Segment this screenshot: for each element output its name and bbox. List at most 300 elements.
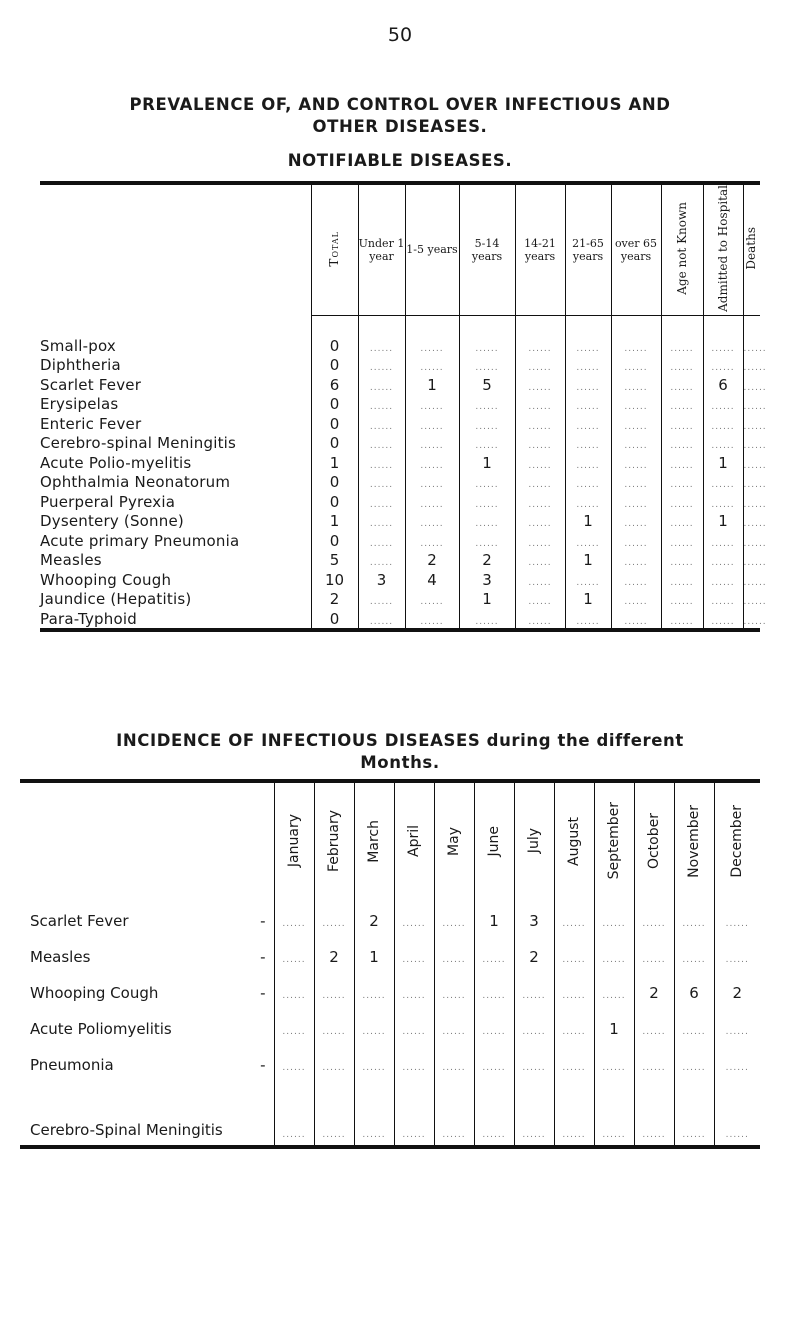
empty-dots: ...... — [670, 460, 694, 471]
cell-october — [634, 939, 674, 975]
cell-march: 1 — [354, 939, 394, 975]
empty-dots: ...... — [420, 460, 444, 471]
cell-january — [274, 1047, 314, 1083]
empty-dots: ...... — [369, 441, 394, 452]
empty-dots: ...... — [528, 538, 552, 549]
cell-august — [554, 975, 594, 1011]
cell-august — [554, 939, 594, 975]
cell-june — [474, 1083, 514, 1147]
cell-over-65-years — [611, 433, 661, 453]
table-row — [20, 1047, 760, 1083]
empty-dots: ...... — [642, 919, 666, 929]
cell-age-not-known — [661, 492, 703, 512]
month-label: December — [729, 804, 746, 878]
cell-14-21-years — [515, 511, 565, 531]
empty-dots: ...... — [528, 480, 552, 491]
disease-name-diphtheria — [40, 355, 311, 375]
empty-dots: ...... — [576, 480, 600, 491]
cell-july — [514, 1011, 554, 1047]
empty-dots: ...... — [682, 1027, 706, 1037]
cell-over-65-years — [611, 609, 661, 631]
cell-under-1-year — [358, 609, 405, 631]
cell-november — [674, 1083, 714, 1147]
header-admitted: Admitted to Hospital — [703, 183, 743, 315]
cell-february — [314, 1083, 354, 1147]
cell-deaths — [743, 531, 767, 551]
empty-dots: ...... — [475, 421, 499, 432]
cell-under-1-year — [358, 589, 405, 609]
empty-dots: ...... — [624, 538, 648, 549]
cell-admitted-to-hospital: 1 — [703, 511, 743, 531]
notifiable-diseases-table — [40, 181, 767, 632]
disease-label: Scarlet Fever — [30, 912, 129, 930]
disease-label: Whooping Cough — [40, 570, 172, 589]
empty-dots: ...... — [743, 538, 767, 549]
cell-over-65-years — [611, 355, 661, 375]
cell-september — [594, 939, 634, 975]
disease-name-erysipelas — [40, 394, 311, 414]
table-row — [20, 1011, 760, 1047]
disease-name-cerebro-spinal-meningitis — [20, 1083, 274, 1147]
cell-april — [394, 1047, 434, 1083]
cell-5-14-years — [459, 492, 515, 512]
empty-dots: ...... — [528, 343, 552, 354]
cell-21-65-years — [565, 336, 611, 356]
cell-1-5-years: 2 — [405, 550, 459, 570]
cell-5-14-years — [459, 531, 515, 551]
empty-dots: ...... — [725, 1130, 749, 1140]
empty-dots: ...... — [682, 1063, 706, 1073]
header-under-1: Under 1 year — [358, 183, 405, 315]
cell-under-1-year — [358, 531, 405, 551]
cell-age-not-known — [661, 570, 703, 590]
cell-over-65-years — [611, 472, 661, 492]
cell-october — [634, 903, 674, 939]
cell-admitted-to-hospital: 1 — [703, 453, 743, 473]
table-row — [40, 531, 760, 551]
cell-over-65-years — [611, 492, 661, 512]
disease-label: Acute Poliomyelitis — [30, 1020, 172, 1038]
empty-dots: ...... — [743, 363, 767, 374]
disease-label: Para-Typhoid — [40, 609, 137, 628]
empty-dots: ...... — [369, 402, 394, 413]
empty-dots: ...... — [624, 421, 648, 432]
empty-dots: ...... — [743, 441, 767, 452]
empty-dots: ...... — [711, 441, 735, 452]
empty-dots: ...... — [442, 919, 466, 929]
cell-march — [354, 1047, 394, 1083]
cell-1-5-years — [405, 394, 459, 414]
empty-dots: ...... — [420, 480, 444, 491]
empty-dots: ...... — [743, 597, 767, 608]
table-row — [20, 903, 760, 939]
cell-1-5-years: 1 — [405, 375, 459, 395]
empty-dots: ...... — [475, 363, 499, 374]
empty-dots: ...... — [576, 363, 600, 374]
empty-dots: ...... — [475, 343, 499, 354]
disease-label: Small-pox — [40, 336, 116, 355]
empty-dots: ...... — [576, 343, 600, 354]
empty-dots: ...... — [420, 343, 444, 354]
empty-dots: ...... — [362, 1130, 386, 1140]
empty-dots: ...... — [624, 558, 648, 569]
cell-april — [394, 903, 434, 939]
disease-name-measles — [20, 939, 274, 975]
empty-dots: ...... — [711, 343, 735, 354]
cell-deaths — [743, 550, 767, 570]
cell-1-5-years — [405, 355, 459, 375]
table-row — [20, 939, 760, 975]
table-row — [40, 433, 760, 453]
cell-1-5-years — [405, 589, 459, 609]
empty-dots: ...... — [711, 363, 735, 374]
table-row — [40, 414, 760, 434]
header-may — [434, 781, 474, 903]
cell-november — [674, 1011, 714, 1047]
empty-dots: ...... — [369, 499, 394, 510]
empty-dots: ...... — [369, 460, 394, 471]
cell-age-not-known — [661, 589, 703, 609]
empty-dots: ...... — [624, 480, 648, 491]
empty-dots: ...... — [522, 1027, 546, 1037]
cell-under-1-year — [358, 355, 405, 375]
cell-total: 0 — [311, 433, 358, 453]
month-label: April — [406, 825, 422, 857]
cell-march — [354, 975, 394, 1011]
cell-total: 0 — [311, 609, 358, 631]
cell-21-65-years: 1 — [565, 589, 611, 609]
cell-5-14-years — [459, 433, 515, 453]
empty-dots: ...... — [402, 1063, 426, 1073]
cell-under-1-year — [358, 375, 405, 395]
cell-september: 1 — [594, 1011, 634, 1047]
cell-september — [594, 975, 634, 1011]
cell-under-1-year — [358, 492, 405, 512]
disease-name-cerebro-spinal-meningitis — [40, 433, 311, 453]
empty-dots: ...... — [576, 538, 600, 549]
cell-1-5-years — [405, 472, 459, 492]
cell-april — [394, 1083, 434, 1147]
empty-dots: ...... — [725, 1027, 749, 1037]
cell-total: 0 — [311, 531, 358, 551]
cell-total: 0 — [311, 414, 358, 434]
empty-dots: ...... — [682, 919, 706, 929]
empty-dots: ...... — [420, 499, 444, 510]
empty-dots: ...... — [670, 519, 694, 530]
leader-dash: - — [260, 984, 266, 1002]
empty-dots: ...... — [482, 991, 506, 1001]
cell-21-65-years — [565, 433, 611, 453]
empty-dots: ...... — [442, 1130, 466, 1140]
empty-dots: ...... — [522, 991, 546, 1001]
empty-dots: ...... — [362, 1063, 386, 1073]
empty-dots: ...... — [743, 421, 767, 432]
empty-dots: ...... — [528, 402, 552, 413]
cell-14-21-years — [515, 609, 565, 631]
disease-name-acute-primary-pneumonia — [40, 531, 311, 551]
cell-total: 0 — [311, 492, 358, 512]
empty-dots: ...... — [743, 343, 767, 354]
monthly-header-row — [20, 781, 760, 903]
cell-21-65-years — [565, 355, 611, 375]
cell-over-65-years — [611, 531, 661, 551]
header-july — [514, 781, 554, 903]
empty-dots: ...... — [562, 1063, 586, 1073]
empty-dots: ...... — [322, 1130, 346, 1140]
empty-dots: ...... — [402, 955, 426, 965]
empty-dots: ...... — [624, 382, 648, 393]
cell-july — [514, 1083, 554, 1147]
empty-dots: ...... — [576, 402, 600, 413]
cell-june — [474, 1047, 514, 1083]
cell-total: 1 — [311, 511, 358, 531]
empty-dots: ...... — [624, 402, 648, 413]
cell-january — [274, 1083, 314, 1147]
cell-may — [434, 975, 474, 1011]
cell-total: 0 — [311, 472, 358, 492]
cell-14-21-years — [515, 589, 565, 609]
disease-label: Jaundice (Hepatitis) — [40, 590, 192, 609]
empty-dots: ...... — [725, 1063, 749, 1073]
disease-label: Enteric Fever — [40, 414, 142, 433]
header-blank — [40, 183, 311, 315]
cell-december — [714, 1011, 760, 1047]
cell-5-14-years: 2 — [459, 550, 515, 570]
disease-label: Puerperal Pyrexia — [40, 492, 176, 511]
table-row — [40, 570, 760, 590]
cell-5-14-years: 1 — [459, 453, 515, 473]
cell-age-not-known — [661, 472, 703, 492]
cell-february — [314, 1047, 354, 1083]
disease-name-scarlet-fever — [20, 903, 274, 939]
cell-21-65-years: 1 — [565, 550, 611, 570]
cell-21-65-years — [565, 492, 611, 512]
empty-dots: ...... — [442, 1027, 466, 1037]
cell-total: 2 — [311, 589, 358, 609]
empty-dots: ...... — [402, 1130, 426, 1140]
empty-dots: ...... — [743, 460, 767, 471]
cell-21-65-years — [565, 453, 611, 473]
empty-dots: ...... — [725, 919, 749, 929]
cell-june — [474, 975, 514, 1011]
cell-over-65-years — [611, 375, 661, 395]
empty-dots: ...... — [369, 558, 394, 569]
spacer-row — [40, 315, 760, 336]
cell-october — [634, 1083, 674, 1147]
empty-dots: ...... — [624, 363, 648, 374]
empty-dots: ...... — [442, 955, 466, 965]
cell-august — [554, 1083, 594, 1147]
header-over-65: over 65 years — [611, 183, 661, 315]
empty-dots: ...... — [743, 382, 767, 393]
cell-over-65-years — [611, 589, 661, 609]
empty-dots: ...... — [642, 1063, 666, 1073]
disease-label: Diphtheria — [40, 356, 121, 375]
cell-under-1-year — [358, 453, 405, 473]
empty-dots: ...... — [711, 577, 735, 588]
main-title-line-1: PREVALENCE OF, AND CONTROL OVER INFECTIOUS AND — [129, 95, 671, 114]
empty-dots: ...... — [482, 955, 506, 965]
empty-dots: ...... — [624, 460, 648, 471]
cell-deaths — [743, 589, 767, 609]
cell-deaths — [743, 375, 767, 395]
disease-label: Erysipelas — [40, 395, 119, 414]
month-label: January — [286, 814, 302, 868]
table-row — [20, 1083, 760, 1147]
cell-over-65-years — [611, 453, 661, 473]
empty-dots: ...... — [743, 480, 767, 491]
monthly-incidence-table — [20, 779, 760, 1149]
cell-deaths — [743, 609, 767, 631]
cell-january — [274, 1011, 314, 1047]
cell-14-21-years — [515, 336, 565, 356]
cell-november: 6 — [674, 975, 714, 1011]
cell-14-21-years — [515, 394, 565, 414]
empty-dots: ...... — [602, 919, 626, 929]
disease-name-enteric-fever — [40, 414, 311, 434]
disease-label: Measles — [30, 948, 91, 966]
empty-dots: ...... — [670, 363, 694, 374]
cell-21-65-years: 1 — [565, 511, 611, 531]
cell-may — [434, 1011, 474, 1047]
empty-dots: ...... — [562, 991, 586, 1001]
empty-dots: ...... — [682, 955, 706, 965]
empty-dots: ...... — [670, 499, 694, 510]
header-age-not-known: Age not Known — [661, 183, 703, 315]
empty-dots: ...... — [282, 1130, 306, 1140]
table-row — [40, 394, 760, 414]
empty-dots: ...... — [528, 441, 552, 452]
empty-dots: ...... — [369, 538, 394, 549]
empty-dots: ...... — [420, 538, 444, 549]
cell-under-1-year — [358, 550, 405, 570]
cell-july — [514, 975, 554, 1011]
empty-dots: ...... — [642, 1027, 666, 1037]
disease-label: Measles — [40, 551, 102, 570]
disease-label: Cerebro-spinal Meningitis — [40, 434, 237, 453]
table-row — [20, 975, 760, 1011]
empty-dots: ...... — [282, 1063, 306, 1073]
empty-dots: ...... — [528, 499, 552, 510]
disease-label: Dysentery (Sonne) — [40, 512, 184, 531]
cell-february: 2 — [314, 939, 354, 975]
empty-dots: ...... — [670, 402, 694, 413]
empty-dots: ...... — [402, 1027, 426, 1037]
empty-dots: ...... — [670, 616, 694, 627]
disease-label: Whooping Cough — [30, 984, 159, 1002]
cell-5-14-years — [459, 414, 515, 434]
cell-5-14-years — [459, 472, 515, 492]
cell-total: 0 — [311, 394, 358, 414]
empty-dots: ...... — [576, 499, 600, 510]
empty-dots: ...... — [576, 616, 600, 627]
cell-total: 5 — [311, 550, 358, 570]
cell-october — [634, 1011, 674, 1047]
header-february — [314, 781, 354, 903]
cell-1-5-years — [405, 433, 459, 453]
header-21-65: 21-65 years — [565, 183, 611, 315]
cell-1-5-years — [405, 414, 459, 434]
table-row — [40, 589, 760, 609]
table-row — [40, 609, 760, 631]
empty-dots: ...... — [670, 577, 694, 588]
month-label: October — [646, 812, 662, 870]
header-november — [674, 781, 714, 903]
header-5-14: 5-14 years — [459, 183, 515, 315]
empty-dots: ...... — [743, 558, 767, 569]
cell-total: 0 — [311, 355, 358, 375]
month-label: May — [446, 826, 462, 856]
empty-dots: ...... — [482, 1063, 506, 1073]
disease-name-whooping-cough — [40, 570, 311, 590]
cell-total: 10 — [311, 570, 358, 590]
empty-dots: ...... — [743, 519, 767, 530]
cell-under-1-year — [358, 336, 405, 356]
cell-admitted-to-hospital — [703, 609, 743, 631]
empty-dots: ...... — [743, 616, 767, 627]
cell-deaths — [743, 570, 767, 590]
empty-dots: ...... — [711, 597, 735, 608]
empty-dots: ...... — [475, 480, 499, 491]
empty-dots: ...... — [562, 1027, 586, 1037]
disease-name-dysentery-sonne — [40, 511, 311, 531]
cell-april — [394, 1011, 434, 1047]
header-deaths: Deaths — [743, 183, 760, 315]
empty-dots: ...... — [322, 1027, 346, 1037]
cell-over-65-years — [611, 414, 661, 434]
cell-december — [714, 939, 760, 975]
empty-dots: ...... — [528, 616, 552, 627]
cell-admitted-to-hospital — [703, 336, 743, 356]
empty-dots: ...... — [725, 955, 749, 965]
leader-dash: - — [260, 1056, 266, 1074]
disease-label: Ophthalmia Neonatorum — [40, 473, 231, 492]
cell-age-not-known — [661, 375, 703, 395]
cell-deaths — [743, 492, 767, 512]
cell-admitted-to-hospital — [703, 433, 743, 453]
table-row — [40, 375, 760, 395]
cell-21-65-years — [565, 472, 611, 492]
disease-name-small-pox — [40, 336, 311, 356]
empty-dots: ...... — [282, 919, 306, 929]
cell-deaths — [743, 433, 767, 453]
cell-1-5-years — [405, 453, 459, 473]
empty-dots: ...... — [482, 1130, 506, 1140]
empty-dots: ...... — [282, 991, 306, 1001]
header-blank — [20, 781, 274, 903]
cell-admitted-to-hospital — [703, 394, 743, 414]
empty-dots: ...... — [624, 616, 648, 627]
cell-under-1-year — [358, 394, 405, 414]
empty-dots: ...... — [670, 421, 694, 432]
cell-age-not-known — [661, 609, 703, 631]
empty-dots: ...... — [475, 402, 499, 413]
cell-1-5-years — [405, 492, 459, 512]
cell-under-1-year: 3 — [358, 570, 405, 590]
month-label: February — [326, 809, 342, 873]
empty-dots: ...... — [528, 382, 552, 393]
empty-dots: ...... — [743, 402, 767, 413]
cell-21-65-years — [565, 570, 611, 590]
cell-deaths — [743, 336, 767, 356]
header-june — [474, 781, 514, 903]
empty-dots: ...... — [528, 519, 552, 530]
disease-name-puerperal-pyrexia — [40, 492, 311, 512]
cell-14-21-years — [515, 550, 565, 570]
cell-5-14-years — [459, 609, 515, 631]
disease-name-ophthalmia-neonatorum — [40, 472, 311, 492]
notifiable-table-body — [40, 315, 767, 630]
